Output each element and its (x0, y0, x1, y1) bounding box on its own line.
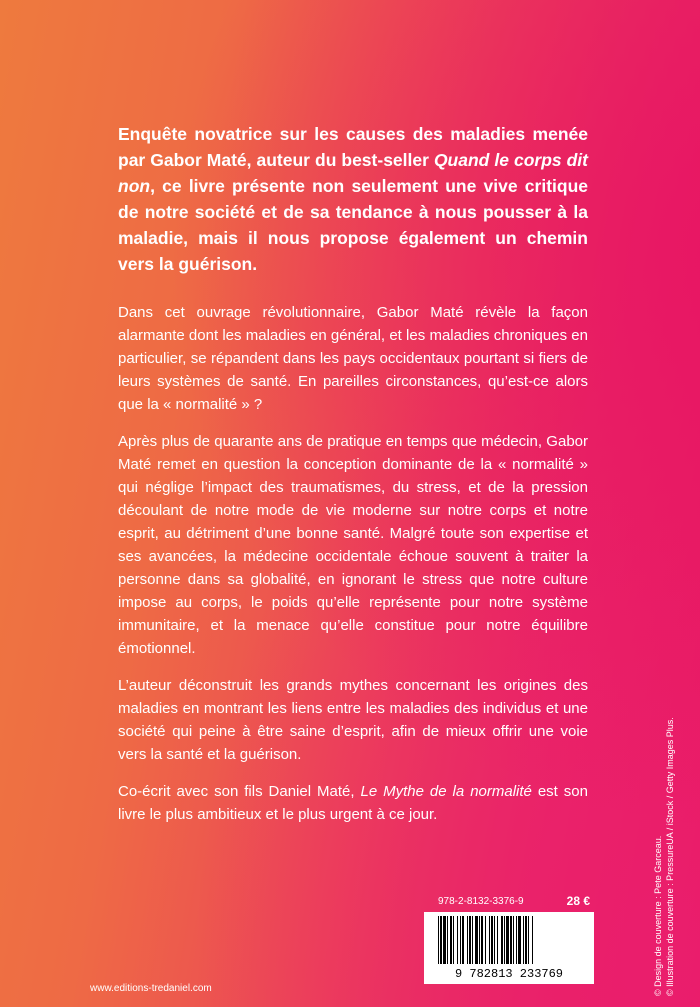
barcode-bar (532, 916, 533, 964)
barcode-bar (510, 916, 512, 964)
barcode-bar (472, 916, 473, 964)
barcode-bar (475, 916, 478, 964)
barcode-bars (430, 916, 588, 980)
isbn-price-line (424, 895, 594, 909)
paragraph-3: L’auteur déconstruit les grands mythes concernant les origines des maladies en montrant les liens entre les maladies des individus et une société qui peine à être saine d’esprit, afin de mieux offrir une voie vers la santé et la guérison. (118, 677, 588, 763)
cover-credits (652, 717, 676, 996)
barcode-bar (460, 916, 461, 964)
lead-text-end: , ce livre présente non seulement une vive critique de notre société et de sa tendance à nous pousser à la maladie, mais il nous propose également un chemin vers la guérison. (118, 176, 588, 274)
paragraph-1: Dans cet ouvrage révolutionnaire, Gabor Maté révèle la façon alarmante dont les maladies en général, et les maladies chroniques en particulier, se répandent dans les pays occidentaux pourtant si fiers de leurs systèmes de santé. En pareilles circonstances, qu’est-ce alors que la « normalité » ? (118, 304, 588, 413)
barcode-bar (479, 916, 480, 964)
paragraph-4-book-title: Le Mythe de la normalité (360, 783, 532, 800)
lead-paragraph (118, 121, 588, 277)
barcode-bar (481, 916, 483, 964)
barcode-bar (528, 916, 529, 964)
barcode-bar (438, 916, 439, 964)
paragraph-4 (118, 780, 588, 826)
barcode-bar (506, 916, 509, 964)
barcode-bar (516, 916, 517, 964)
barcode-bar (443, 916, 446, 964)
barcode-bar (513, 916, 514, 964)
barcode-block (424, 895, 594, 987)
barcode-bar (447, 916, 448, 964)
credit-illustration: © Illustration de couverture : PressureUA / iStock / Getty Images Plus. (665, 717, 675, 996)
barcode-bar (457, 916, 458, 964)
credit-design: © Design de couverture : Pete Garceau. (653, 835, 663, 996)
barcode-digits: 9 782813 233769 (454, 967, 564, 980)
isbn-text: 978-2-8132-3376-9 (438, 896, 524, 907)
barcode-bar (489, 916, 490, 964)
barcode-bar (485, 916, 486, 964)
barcode-bar (523, 916, 524, 964)
paragraph-4-start: Co-écrit avec son fils Daniel Maté, (118, 783, 361, 800)
paragraph-4-end: est son livre le plus ambitieux et le plus urgent à ce jour. (118, 783, 588, 823)
barcode-bar (469, 916, 471, 964)
barcode-bar (440, 916, 442, 964)
lead-book-title: Quand le corps dit non (118, 150, 588, 196)
paragraph-2: Après plus de quarante ans de pratique en temps que médecin, Gabor Maté remet en question la conception dominante de la « normalité » qui néglige l’impact des traumatismes, du stress, et de la pression découlant de notre mode de vie moderne sur notre corps et notre esprit, au détriment d’une bonne santé. Malgré toute son expertise et ses avancées, la médecine occidentale échoue souvent à traiter la personne dans sa globalité, en ignorant le stress que notre culture impose au corps, le poids qu’elle représente pour notre système immunitaire, et la menace qu’elle constitue pour notre équilibre émotionnel. (118, 433, 588, 657)
barcode-bar (501, 916, 503, 964)
barcode-bar (504, 916, 505, 964)
barcode-bar (462, 916, 464, 964)
barcode-bar (518, 916, 521, 964)
price-text: 28 € (566, 894, 590, 908)
barcode-bar (494, 916, 495, 964)
lead-text-start: Enquête novatrice sur les causes des maladies menée par Gabor Maté, auteur du best-seller (118, 124, 588, 170)
barcode-bar (467, 916, 468, 964)
publisher-website: www.editions-tredaniel.com (90, 983, 212, 994)
barcode-bar (497, 916, 498, 964)
barcode-bar (453, 916, 454, 964)
barcode-bar (491, 916, 493, 964)
barcode (424, 912, 594, 984)
barcode-bar (525, 916, 527, 964)
description-text (118, 301, 588, 840)
barcode-bar (450, 916, 452, 964)
